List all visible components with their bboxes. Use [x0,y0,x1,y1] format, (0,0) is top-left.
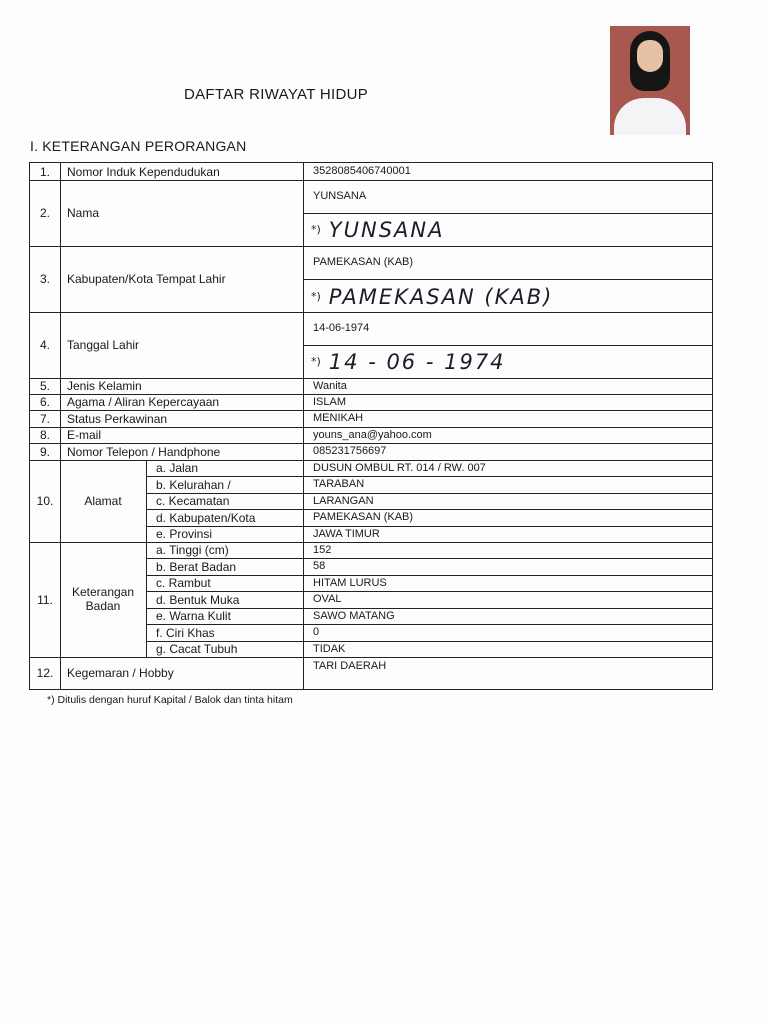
address-sublabel: b. Kelurahan / [156,477,231,492]
body-sublabel: c. Rambut [156,576,211,590]
body-sublabel: e. Warna Kulit [156,609,231,623]
email-value: youns_ana@yahoo.com [313,428,432,441]
row-number: 7. [39,411,50,426]
address-label: Alamat [84,494,122,508]
address-subvalue: LARANGAN [313,494,374,507]
birthdate-label: Tanggal Lahir [67,338,140,352]
handwritten-marker: *) [311,223,321,236]
address-sublabel: a. Jalan [156,461,199,475]
phone-label: Nomor Telepon / Handphone [67,444,221,459]
row-number: 3. [39,272,50,286]
hobby-label: Kegemaran / Hobby [67,666,174,680]
handwritten-marker: *) [311,290,321,303]
hobby-value: TARI DAERAH [313,659,387,672]
name-handwritten [311,218,444,242]
row-number: 4. [39,338,50,352]
body-sublabel: f. Ciri Khas [156,625,215,640]
body-subvalue: 152 [313,543,332,556]
address-subvalue: JAWA TIMUR [313,527,380,540]
section-title: I. KETERANGAN PERORANGAN [30,138,247,154]
body-description-label [60,542,146,657]
body-sublabel: a. Tinggi (cm) [156,543,229,557]
handwritten-text: PAMEKASAN (KAB) [328,285,554,309]
body-sublabel: d. Bentuk Muka [156,592,240,607]
birthplace-handwritten [311,285,553,309]
name-label: Nama [67,206,100,220]
body-description-label-line2: Badan [85,598,121,613]
email-label: E-mail [67,428,102,442]
address-subvalue: TARABAN [313,478,365,490]
photo-face [637,40,663,72]
birthplace-value: PAMEKASAN (KAB) [313,256,414,268]
body-subvalue: HITAM LURUS [313,576,387,589]
gender-value: Wanita [313,379,347,392]
address-sublabel: d. Kabupaten/Kota [156,510,256,525]
nik-label: Nomor Induk Kependudukan [67,164,220,179]
row-number: 5. [39,379,50,393]
row-number: 9. [39,444,50,459]
birthdate-handwritten [311,350,506,374]
photo-shirt [614,98,686,135]
handwritten-text: YUNSANA [328,218,445,242]
document-title: DAFTAR RIWAYAT HIDUP [184,86,369,103]
row-number: 10. [36,494,54,508]
body-subvalue: 58 [313,560,326,572]
body-subvalue: SAWO MATANG [313,609,395,622]
body-sublabel: g. Cacat Tubuh [156,642,238,656]
address-sublabel: e. Provinsi [156,527,213,541]
row-number: 11. [37,592,53,607]
body-subvalue: TIDAK [313,642,346,655]
handwritten-marker: *) [311,355,321,368]
row-number: 12. [36,666,54,680]
split-line [303,213,712,214]
phone-value: 085231756697 [313,445,387,457]
row-number: 2. [39,206,50,220]
marital-status-label: Status Perkawinan [67,411,168,426]
birthplace-label: Kabupaten/Kota Tempat Lahir [67,272,226,286]
split-line [303,279,712,280]
profile-photo [610,26,690,135]
gender-label: Jenis Kelamin [67,379,142,393]
row-number: 8. [39,428,50,442]
address-subvalue: DUSUN OMBUL RT. 014 / RW. 007 [313,461,486,474]
footnote: *) Ditulis dengan huruf Kapital / Balok dan tinta hitam [47,694,293,706]
handwritten-text: 14 - 06 - 1974 [328,350,506,374]
body-description-label-line1: Keterangan [71,584,135,599]
religion-value: ISLAM [313,395,347,408]
personal-info-table [29,162,713,690]
address-subvalue: PAMEKASAN (KAB) [313,511,414,523]
row-number: 6. [39,395,50,409]
row-number: 1. [39,164,50,179]
name-value: YUNSANA [313,190,367,202]
nik-value: 3528085406740001 [313,165,411,177]
birthdate-value: 14-06-1974 [313,322,370,334]
body-subvalue: OVAL [313,593,342,605]
body-sublabel: b. Berat Badan [156,559,237,574]
address-sublabel: c. Kecamatan [156,494,230,508]
split-line [303,345,712,346]
body-subvalue: 0 [313,626,320,638]
religion-label: Agama / Aliran Kepercayaan [67,395,220,409]
col-divider-value [303,163,304,689]
marital-status-value: MENIKAH [313,412,364,424]
